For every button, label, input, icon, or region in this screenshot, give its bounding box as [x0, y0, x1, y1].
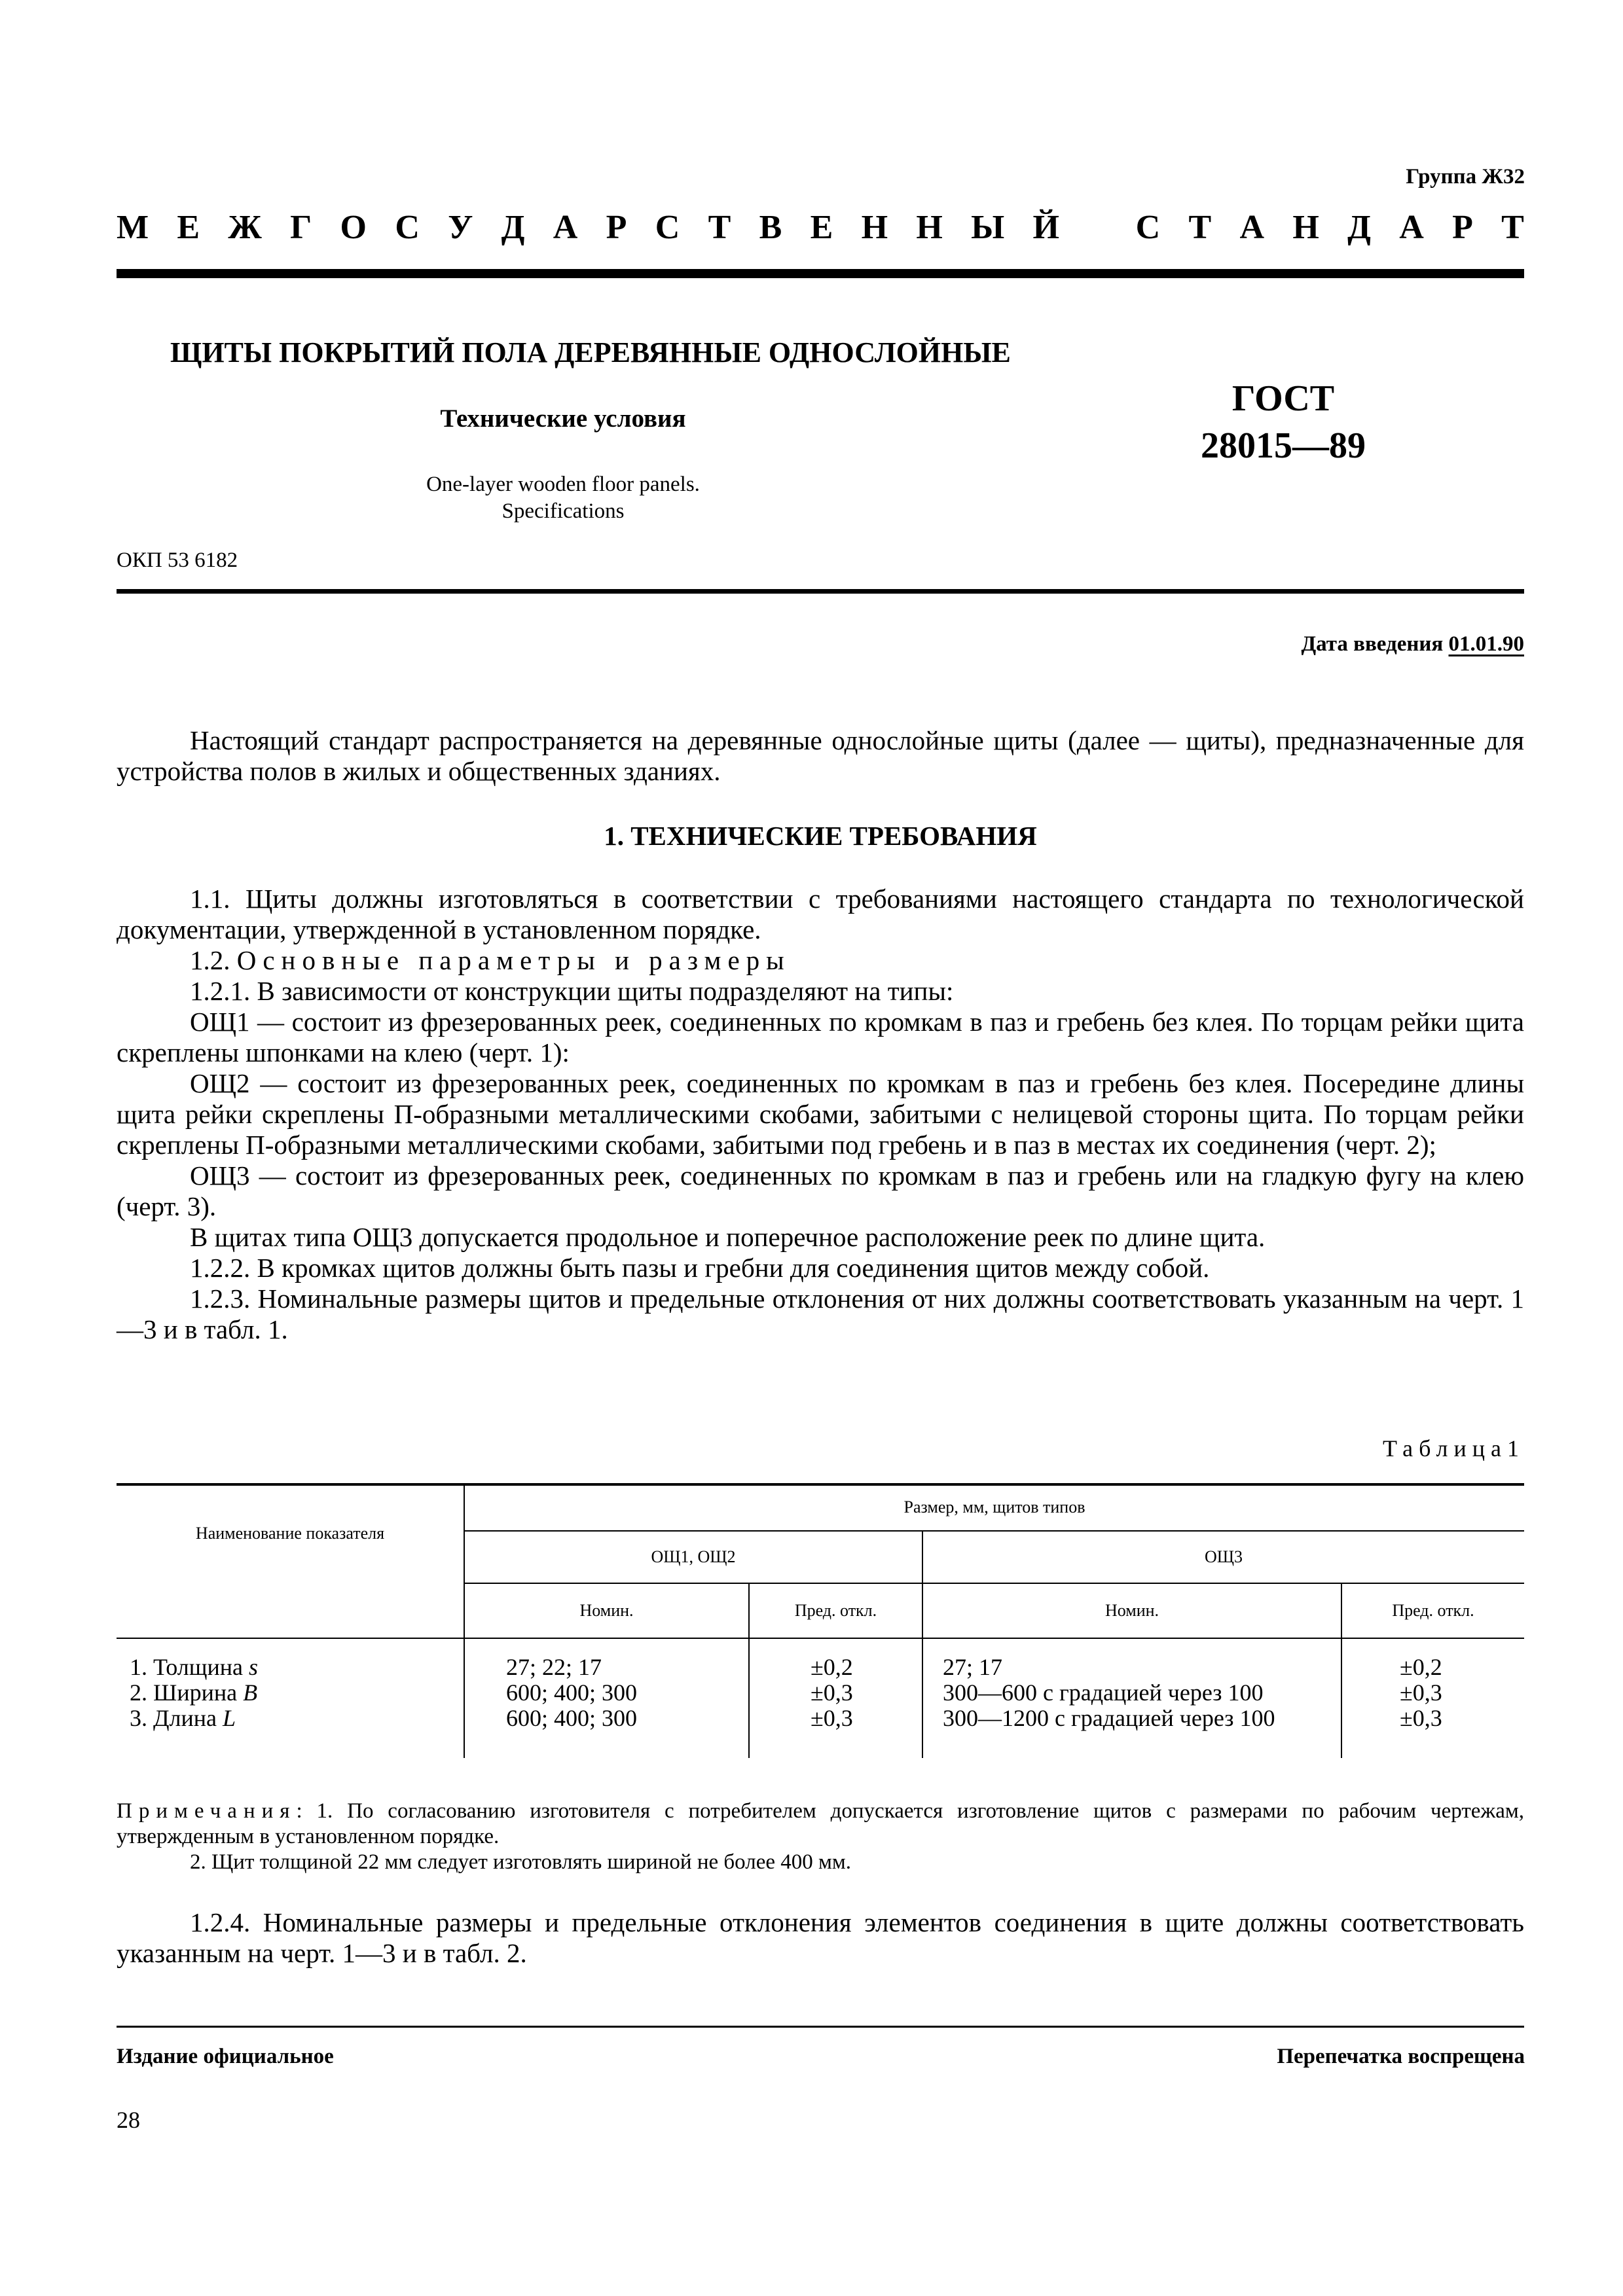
- banner-letter: У: [448, 209, 473, 246]
- clause-1-2-2: 1.2.2. В кромках щитов должны быть пазы и гребни для соединения щитов между собой.: [190, 1253, 1210, 1283]
- row-variable: B: [243, 1679, 258, 1706]
- table-cell: [130, 1706, 258, 1731]
- banner-gap: [1087, 208, 1107, 247]
- table-header-bottom-rule: [117, 1638, 1524, 1639]
- table-cell: 27; 17: [943, 1654, 1003, 1680]
- section1-body: [117, 884, 1524, 1345]
- clause-1-1: 1.1. Щиты должны изготовляться в соответствии с требованиями настоящего стандарта по технологической документации, утвержденной в установленном порядке.: [117, 884, 1524, 944]
- header-nominal: Номин.: [1104, 1601, 1159, 1620]
- banner-letter: Й: [1032, 209, 1059, 246]
- table-notes: [117, 1799, 1524, 1875]
- table-hline: [464, 1583, 1524, 1584]
- column-deviation-a: [811, 1655, 853, 1731]
- introduction-date: [1301, 632, 1524, 656]
- banner-letter: Р: [1452, 209, 1473, 246]
- table-vline: [464, 1483, 465, 1758]
- banner-letter: Р: [606, 209, 627, 246]
- table-cell: 600; 400; 300: [506, 1705, 638, 1731]
- table-cell: 300—600 с градацией через 100: [943, 1679, 1264, 1706]
- gost-code: 28015—89: [1201, 425, 1366, 466]
- header-deviation: Пред. откл.: [1392, 1601, 1474, 1620]
- table-cell: 600; 400; 300: [506, 1679, 638, 1706]
- document-subtitle: Технические условия: [440, 404, 686, 433]
- banner-letter: С: [395, 209, 420, 246]
- page-number: 28: [117, 2107, 140, 2133]
- english-title-line: Specifications: [501, 499, 625, 523]
- intro-paragraph: [117, 725, 1524, 787]
- type-osch1: ОЩ1 — состоит из фрезерованных реек, соединенных по кромкам в паз и гребень без клея. По торцам рейки щита скреплены шпонками на клею (черт. 1):: [117, 1007, 1524, 1067]
- banner-letter: С: [1135, 209, 1161, 246]
- table-cell: ±0,3: [1400, 1705, 1442, 1731]
- banner-letter: А: [1239, 209, 1265, 246]
- header-size: Размер, мм, щитов типов: [903, 1498, 1085, 1516]
- official-edition: Издание официальное: [117, 2045, 334, 2068]
- header-nominal: Номин.: [579, 1601, 634, 1620]
- banner-letter: Ж: [228, 209, 262, 246]
- clause-1-2-number: 1.2.: [190, 945, 237, 975]
- row-label: 3. Длина: [130, 1705, 223, 1731]
- table-cell: [130, 1655, 258, 1680]
- banner-letter: О: [340, 209, 367, 246]
- standard-banner: [117, 208, 1524, 247]
- row-variable: L: [223, 1705, 236, 1731]
- column-nominal-a: [506, 1655, 637, 1731]
- clause-1-2-4-block: [117, 1907, 1524, 1969]
- banner-letter: В: [759, 209, 782, 246]
- column-nominal-b: [943, 1655, 1275, 1731]
- date-value: 01.01.90: [1448, 632, 1524, 656]
- table-cell: ±0,3: [811, 1705, 853, 1731]
- table-cell: ±0,2: [1400, 1654, 1442, 1680]
- type-osch3-note: В щитах типа ОЩ3 допускается продольное и поперечное расположение реек по длине щита.: [190, 1222, 1266, 1252]
- table-caption: Таблица1: [1383, 1435, 1525, 1462]
- reprint-prohibited: Перепечатка воспрещена: [1277, 2045, 1525, 2068]
- notes-label: Примечания: [117, 1799, 297, 1823]
- banner-letter: Т: [1188, 209, 1212, 246]
- table-hline: [464, 1530, 1524, 1532]
- table-1: [117, 1483, 1524, 1758]
- date-label: Дата введения: [1301, 632, 1449, 656]
- banner-letter: Д: [501, 209, 525, 246]
- table-top-rule: [117, 1483, 1524, 1486]
- type-osch3: ОЩ3 — состоит из фрезерованных реек, соединенных по кромкам в паз и гребень или на гладкую фугу на клею (черт. 3).: [117, 1160, 1524, 1221]
- column-indicator-names: [130, 1655, 258, 1731]
- banner-letter: А: [1399, 209, 1424, 246]
- banner-letter: Д: [1347, 209, 1371, 246]
- banner-letter: С: [655, 209, 680, 246]
- table-cell: ±0,3: [811, 1679, 853, 1706]
- banner-letter: Е: [177, 209, 200, 246]
- group-code: Группа Ж32: [1406, 165, 1525, 188]
- banner-letter: Т: [1501, 209, 1524, 246]
- banner-letter: Н: [861, 209, 888, 246]
- header-deviation: Пред. откл.: [794, 1601, 877, 1620]
- english-title-line: One-layer wooden floor panels.: [426, 473, 700, 496]
- footer-rule: [117, 2026, 1524, 2028]
- document-title: ЩИТЫ ПОКРЫТИЙ ПОЛА ДЕРЕВЯННЫЕ ОДНОСЛОЙНЫЕ: [170, 336, 1011, 368]
- note-2: 2. Щит толщиной 22 мм следует изготовлять шириной не более 400 мм.: [190, 1850, 852, 1874]
- banner-letter: А: [553, 209, 578, 246]
- header-group-osch3: ОЩ3: [1204, 1547, 1243, 1566]
- clause-1-2-3: 1.2.3. Номинальные размеры щитов и предельные отклонения от них должны соответствовать указанным на черт. 1—3 и в табл. 1.: [117, 1283, 1524, 1344]
- table-cell: ±0,3: [1400, 1679, 1442, 1706]
- banner-letter: Н: [1292, 209, 1319, 246]
- intro-text: Настоящий стандарт распространяется на деревянные однослойные щиты (далее — щиты), предназначенные для устройства полов в жилых и общественных зданиях.: [117, 725, 1524, 786]
- table-cell: [130, 1680, 258, 1706]
- clause-1-2-1: 1.2.1. В зависимости от конструкции щиты подразделяют на типы:: [190, 976, 954, 1006]
- note-1: [117, 1799, 1524, 1850]
- gost-label: ГОСТ: [1231, 378, 1335, 419]
- note-1-text: : 1. По согласованию изготовителя с потребителем допускается изготовление щитов с размерами по рабочим чертежам, утвержденным в установленном порядке.: [117, 1799, 1524, 1848]
- row-label: 2. Ширина: [130, 1679, 244, 1706]
- okp-code: ОКП 53 6182: [117, 548, 238, 572]
- type-osch2: ОЩ2 — состоит из фрезерованных реек, соединенных по кромкам в паз и гребень без клея. Посередине длины щита рейки скреплены П-образными металлическими скобами, забитыми с нелицевой стороны щита. По торцам рейки скреплены П-образными металлическими скобами, забитыми под гребень и в паз в местах их соединения (черт. 2);: [117, 1068, 1524, 1160]
- banner-letter: Ы: [971, 209, 1005, 246]
- header-indicator-name: Наименование показателя: [195, 1524, 385, 1543]
- header-group-osch1-osch2: ОЩ1, ОЩ2: [651, 1547, 736, 1566]
- banner-letter: М: [117, 209, 149, 246]
- header-thick-rule: [117, 269, 1524, 278]
- table-cell: 27; 22; 17: [506, 1654, 602, 1680]
- banner-letter: Т: [708, 209, 731, 246]
- banner-letter: Н: [916, 209, 943, 246]
- table-cell: 300—1200 с градацией через 100: [943, 1705, 1275, 1731]
- english-title: [367, 471, 759, 525]
- section-title: 1. ТЕХНИЧЕСКИЕ ТРЕБОВАНИЯ: [604, 821, 1037, 851]
- table-cell: ±0,2: [811, 1654, 853, 1680]
- banner-letter: Г: [290, 209, 312, 246]
- column-deviation-b: [1400, 1655, 1442, 1731]
- row-label: 1. Толщина: [130, 1654, 249, 1680]
- row-variable: s: [249, 1654, 259, 1680]
- banner-letter: Е: [810, 209, 833, 246]
- clause-1-2-title: Основные параметры и размеры: [236, 945, 791, 975]
- clause-1-2: [117, 945, 1524, 976]
- clause-1-2-4: 1.2.4. Номинальные размеры и предельные отклонения элементов соединения в щите должны соответствовать указанным на черт. 1—3 и в табл. 2.: [117, 1907, 1524, 1968]
- gost-number: [1185, 375, 1381, 469]
- title-bottom-rule: [117, 589, 1524, 594]
